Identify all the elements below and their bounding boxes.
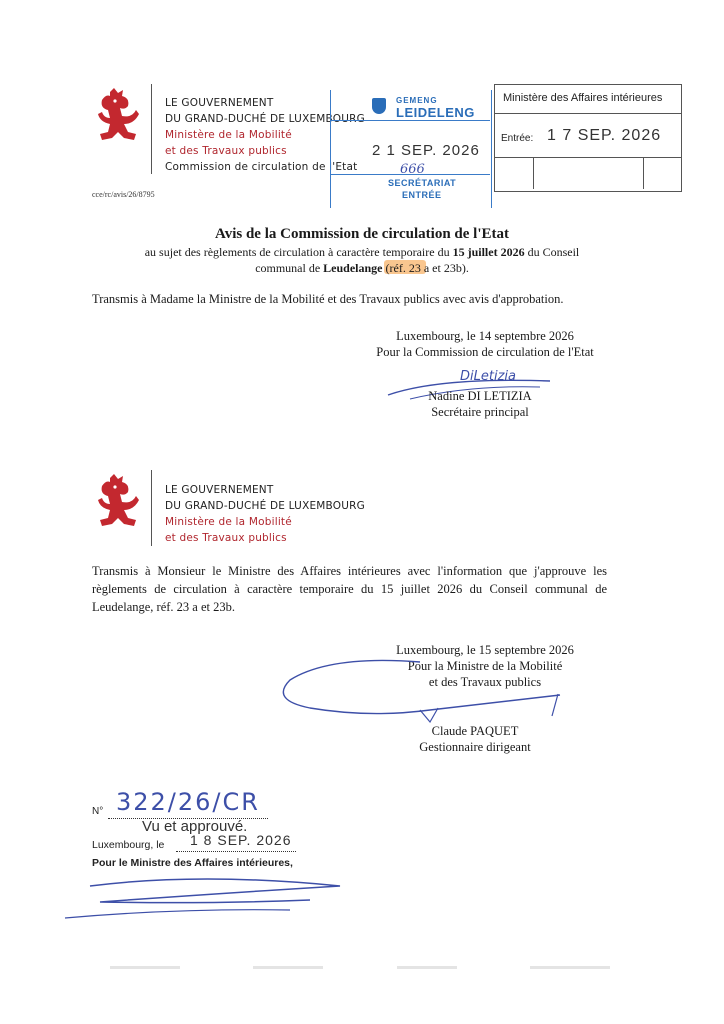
ministry-stamp-cell-line bbox=[533, 157, 534, 189]
avis-title: Avis de la Commission de circulation de l'Etat bbox=[214, 226, 510, 242]
approval-no-label: N° bbox=[92, 806, 104, 817]
ministry-stamp-entry-date: 1 7 SEP. 2026 bbox=[547, 127, 662, 144]
gov2-line-1: LE GOUVERNEMENT bbox=[165, 484, 274, 496]
ministry-stamp-rule-1 bbox=[495, 113, 681, 114]
stamp-entree: ENTRÉE bbox=[402, 190, 442, 200]
sig2-role: Gestionnaire dirigeant bbox=[419, 740, 531, 754]
gov-line-2: DU GRAND-DUCHÉ DE LUXEMBOURG bbox=[165, 113, 365, 125]
ministry-stamp-cell-line-2 bbox=[643, 157, 644, 189]
ministry-interior-stamp bbox=[494, 84, 682, 192]
lion-icon bbox=[92, 474, 142, 530]
sig2-place-date: Luxembourg, le 15 septembre 2026 bbox=[396, 643, 574, 657]
ministry-line-2: et des Travaux publics bbox=[165, 145, 287, 157]
approval-date: 1 8 SEP. 2026 bbox=[190, 832, 292, 848]
avis-commune: Leudelange bbox=[323, 261, 383, 275]
stamp-gemeng: GEMENG bbox=[396, 96, 438, 105]
commission-line: Commission de circulation de l'Etat bbox=[165, 161, 358, 173]
stamp-leideleng: LEIDELENG bbox=[396, 105, 475, 120]
footer-faint bbox=[110, 962, 610, 984]
sig1-for-line: Pour la Commission de circulation de l'Etat bbox=[376, 345, 594, 359]
stamp-secretariat: SECRÉTARIAT bbox=[388, 178, 457, 188]
avis-subtitle-1 bbox=[0, 245, 724, 260]
sig2-name: Claude PAQUET bbox=[431, 724, 519, 738]
ministry2-line-2: et des Travaux publics bbox=[165, 532, 287, 544]
avis-transmis: Transmis à Madame la Ministre de la Mobilité et des Travaux publics avec avis d'approbation. bbox=[92, 292, 564, 306]
transmis2-line-3: Leudelange, réf. 23 a et 23b. bbox=[92, 600, 235, 614]
commune-crest-icon bbox=[372, 98, 386, 114]
sig2-for-line-1: Pour la Ministre de la Mobilité bbox=[407, 659, 563, 673]
signature-2-scribble bbox=[270, 650, 570, 730]
government-logo-lion bbox=[92, 88, 142, 144]
transmis2-line-1: Transmis à Monsieur le Ministre des Affaires intérieures avec l'information que j'approuve les bbox=[92, 564, 607, 578]
gov-line-1: LE GOUVERNEMENT bbox=[165, 97, 274, 109]
stamp-line-top bbox=[330, 120, 490, 121]
avis-sub1-post: du Conseil bbox=[524, 245, 580, 259]
sig1-place-date: Luxembourg, le 14 septembre 2026 bbox=[396, 329, 574, 343]
ministry2-line-1: Ministère de la Mobilité bbox=[165, 516, 292, 528]
header2-divider bbox=[151, 470, 152, 546]
government-header-2 bbox=[165, 482, 405, 546]
ministry-stamp-entry-label: Entrée: bbox=[501, 133, 534, 144]
approval-no-value: 322/26/CR bbox=[116, 788, 260, 816]
approval-lux-label: Luxembourg, le bbox=[92, 839, 165, 851]
avis-sub2-post: (réf. 23 a et 23b). bbox=[382, 261, 469, 275]
ministry-line-1: Ministère de la Mobilité bbox=[165, 129, 292, 141]
government-logo-lion-2 bbox=[92, 474, 142, 530]
signature-1-text: DiLetizia bbox=[460, 369, 516, 384]
lion-icon bbox=[92, 88, 142, 144]
signature-3-scribble bbox=[60, 872, 350, 922]
avis-sub2-pre: communal de bbox=[255, 261, 324, 275]
approval-vu: Vu et approuvé. bbox=[142, 818, 248, 835]
stamp-leideleng-number: 666 bbox=[400, 162, 425, 177]
header-divider bbox=[151, 84, 152, 174]
transmis2-line-2: règlements de circulation à caractère temporaire du 15 juillet 2026 du Conseil communal de bbox=[92, 582, 607, 596]
leideleng-stamp bbox=[330, 90, 490, 208]
ministry-stamp-rule-2 bbox=[495, 157, 681, 158]
stamp-leideleng-date: 2 1 SEP. 2026 bbox=[372, 142, 480, 159]
sig2-for-line-2: et des Travaux publics bbox=[428, 675, 542, 689]
transmis-2 bbox=[92, 562, 607, 616]
avis-subtitle-2 bbox=[0, 261, 724, 276]
approval-for-line: Pour le Ministre des Affaires intérieures, bbox=[92, 857, 293, 869]
ministry-stamp-title: Ministère des Affaires intérieures bbox=[503, 92, 663, 104]
avis-sub1-date: 15 juillet 2026 bbox=[452, 245, 525, 259]
avis-sub1-pre: au sujet des règlements de circulation à caractère temporaire du bbox=[144, 245, 453, 259]
gov2-line-2: DU GRAND-DUCHÉ DE LUXEMBOURG bbox=[165, 500, 365, 512]
approval-date-line bbox=[176, 851, 296, 852]
reference-number: cce/rc/avis/26/8795 bbox=[92, 190, 155, 199]
sig1-role: Secrétaire principal bbox=[431, 405, 529, 419]
sig1-name: Nadine DI LETIZIA bbox=[428, 389, 532, 403]
